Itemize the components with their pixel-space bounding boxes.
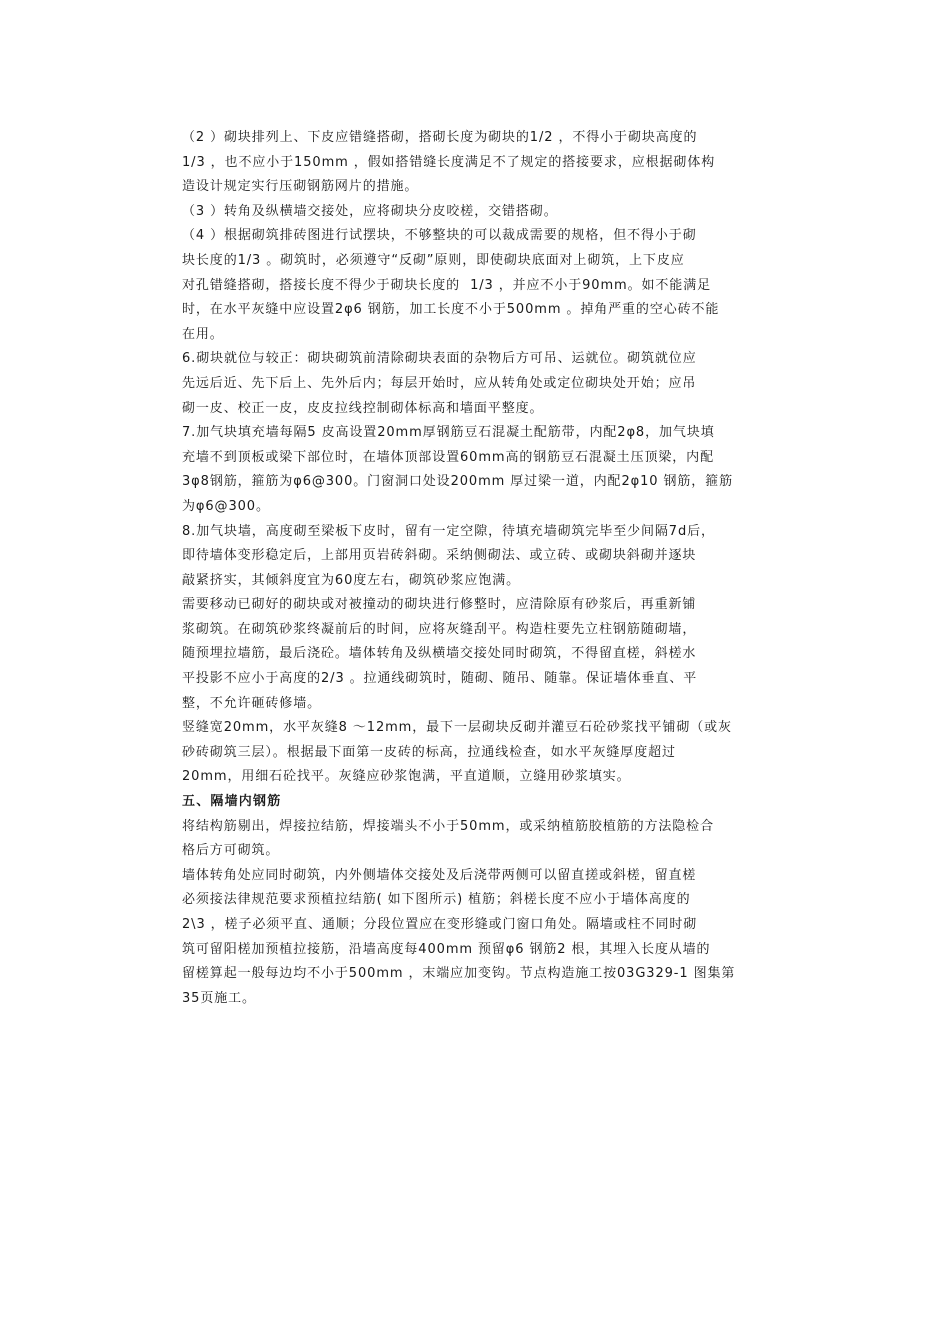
text-line: 7.加气块填充墙每隔5 皮高设置20mm厚钢筋豆石混凝土配筋带，内配2φ8，加气块填 — [182, 425, 715, 441]
text-line: 平投影不应小于高度的2/3 。拉通线砌筑时，随砌、随吊、随靠。保证墙体垂直、平 — [182, 671, 698, 687]
paragraph — [182, 864, 822, 1012]
text-line: 整，不允许砸砖修墙。 — [182, 695, 322, 711]
text-line: 2\3 ，槎子必须平直、通顺；分段位置应在变形缝或门窗口角处。隔墙或柱不同时砌 — [182, 917, 698, 932]
text-line: 墙体转角处应同时砌筑，内外侧墙体交接处及后浇带两侧可以留直搓或斜槎，留直槎 — [182, 867, 697, 883]
text-line: 为φ6@300。 — [182, 498, 270, 514]
paragraph — [182, 421, 822, 519]
text-line: 时，在水平灰缝中应设置2φ6 钢筋，加工长度不小于500mm 。掉角严重的空心砖不能 — [182, 302, 720, 318]
paragraph — [182, 815, 822, 864]
text-line: 20mm，用细石砼找平。灰缝应砂浆饱满，平直道顺，立缝用砂浆填实。 — [182, 769, 631, 785]
paragraph — [182, 347, 822, 421]
text-line: 砂砖砌筑三层）。根据最下面第一皮砖的标高，拉通线检查，如水平灰缝厚度超过 — [182, 744, 676, 760]
text-line: 3φ8钢筋，箍筋为φ6@300。门窗洞口处设200mm 厚过梁一道，内配2φ10 钢筋，箍筋 — [182, 474, 733, 490]
text-line: 即待墙体变形稳定后，上部用页岩砖斜砌。采纳侧砌法、或立砖、或砌块斜砌并逐块 — [182, 548, 697, 564]
section-heading — [182, 790, 822, 815]
text-line: 6.砌块就位与较正：砌块砌筑前清除砌块表面的杂物后方可吊、运就位。砌筑就位应 — [182, 351, 697, 367]
text-line: 将结构筋剔出，焊接拉结筋，焊接端头不小于50mm，或采纳植筋胶植筋的方法隐检合 — [182, 818, 714, 834]
text-line: 1/3 ，也不应小于150mm ，假如搭错缝长度满足不了规定的搭接要求，应根据砌体构 — [182, 154, 716, 170]
text-line: 造设计规定实行压砌钢筋网片的措施。 — [182, 179, 419, 195]
text-line: 五、隔墙内钢筋 — [182, 794, 282, 810]
text-line: 砌一皮、校正一皮，皮皮拉线控制砌体标高和墙面平整度。 — [182, 400, 544, 416]
paragraph — [182, 200, 822, 225]
text-line: 必须接法律规范要求预植拉结筋( 如下图所示) 植筋；斜槎长度不应小于墙体高度的 — [182, 892, 691, 908]
text-line: 留槎算起一般每边均不小于500mm ，末端应加变钩。节点构造施工按03G329-1 图集第 — [182, 966, 736, 982]
text-line: 对孔错缝搭砌，搭接长度不得少于砌块长度的 1/3 ，并应不小于90mm。如不能满足 — [182, 277, 711, 293]
text-line: 敲紧挤实，其倾斜度宜为60度左右，砌筑砂浆应饱满。 — [182, 572, 521, 588]
paragraph — [182, 593, 822, 716]
text-line: 筑可留阳槎加预植拉接筋，沿墙高度每400mm 预留φ6 钢筋2 根，其埋入长度从墙的 — [182, 941, 711, 957]
text-line: 8.加气块墙，高度砌至梁板下皮时，留有一定空隙，待填充墙砌筑完毕至少间隔7d后， — [182, 523, 715, 539]
paragraph — [182, 520, 822, 594]
text-line: 块长度的1/3 。砌筑时，必须遵守“反砌”原则，即使砌块底面对上砌筑，上下皮应 — [182, 252, 685, 268]
text-line: 在用。 — [182, 326, 224, 342]
text-line: 浆砌筑。在砌筑砂浆终凝前后的时间，应将灰缝刮平。构造柱要先立柱钢筋随砌墙， — [182, 621, 697, 637]
text-line: （2 ）砌块排列上、下皮应错缝搭砌，搭砌长度为砌块的1/2 ，不得小于砌块高度的 — [182, 130, 698, 145]
text-line: 竖缝宽20mm，水平灰缝8 ～12mm，最下一层砌块反砌并灌豆石砼砂浆找平铺砌（或灰 — [182, 720, 732, 736]
paragraph — [182, 716, 822, 790]
text-line: 35页施工。 — [182, 990, 256, 1006]
text-line: 格后方可砌筑。 — [182, 843, 280, 859]
text-line: （4 ）根据砌筑排砖图进行试摆块，不够整块的可以裁成需要的规格，但不得小于砌 — [182, 228, 697, 244]
text-line: 充墙不到顶板或梁下部位时，在墙体顶部设置60mm高的钢筋豆石混凝土压顶梁，内配 — [182, 449, 714, 465]
text-line: （3 ）转角及纵横墙交接处，应将砌块分皮咬槎，交错搭砌。 — [182, 203, 558, 219]
document-page — [182, 126, 822, 1011]
paragraph — [182, 126, 822, 200]
text-line: 随预埋拉墙筋，最后浇砼。墙体转角及纵横墙交接处同时砌筑，不得留直槎，斜槎水 — [182, 646, 697, 662]
text-line: 先远后近、先下后上、先外后内；每层开始时，应从转角处或定位砌块处开始；应吊 — [182, 375, 697, 391]
paragraph — [182, 224, 822, 347]
text-line: 需要移动已砌好的砌块或对被撞动的砌块进行修整时，应清除原有砂浆后，再重新铺 — [182, 597, 697, 613]
